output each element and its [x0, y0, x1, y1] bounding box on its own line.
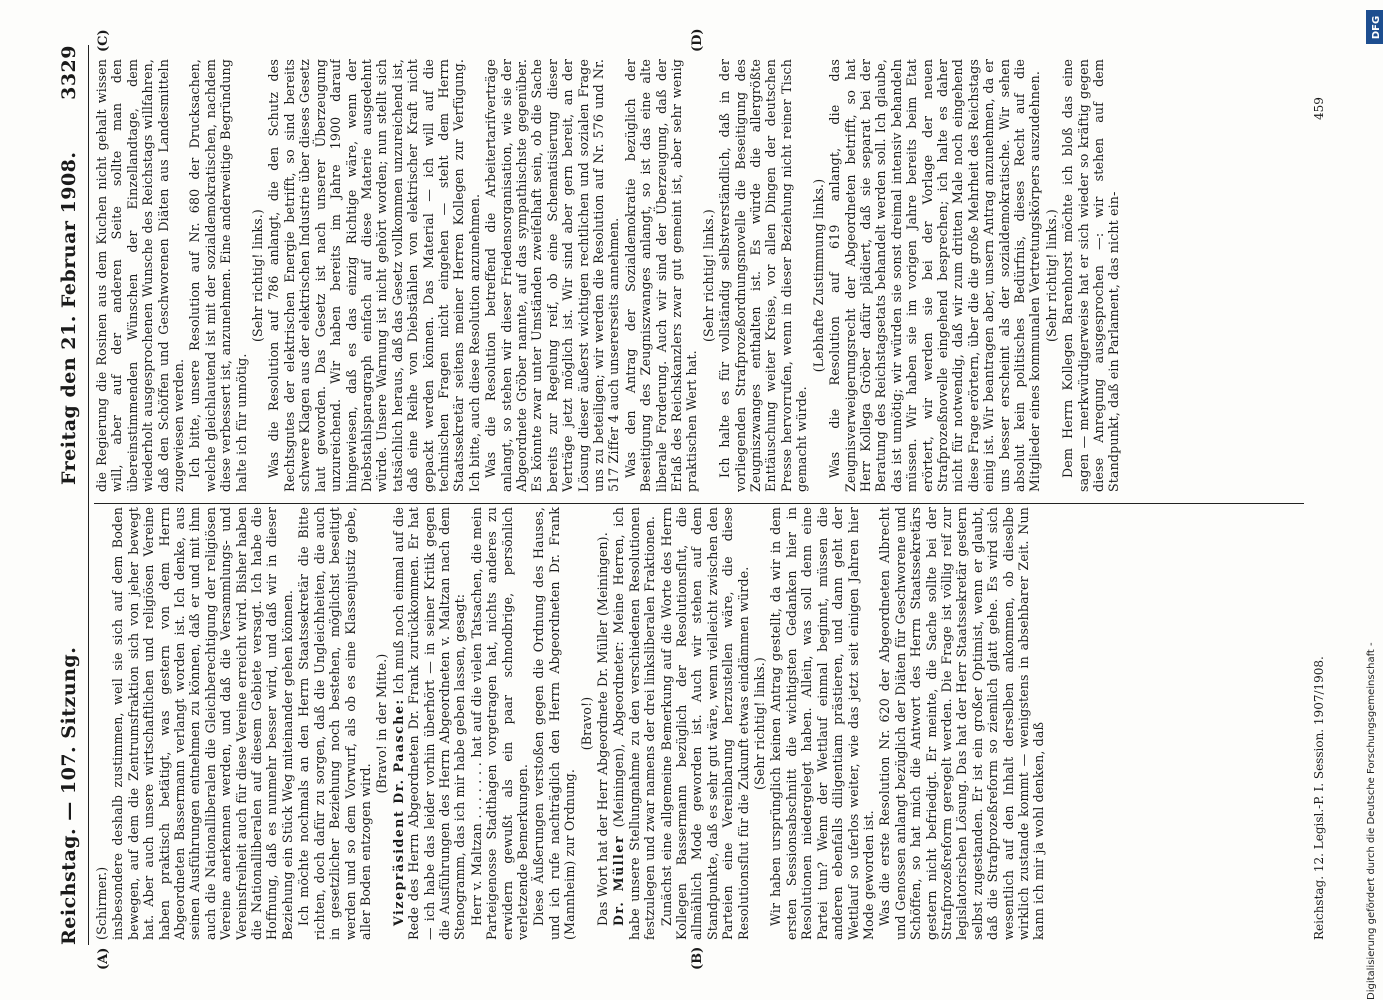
- paragraph: [611, 507, 657, 940]
- header-left: Reichstag. — 107. Sitzung.: [58, 646, 80, 945]
- paragraph: Diese Äußerungen verstoßen gegen die Ordnung des Hauses, und ich rufe nachträglich den Herrn Abgeordneten Dr. Frank (Mannheim) zur Ordnung.: [531, 507, 578, 940]
- interjection: (Sehr richtig! links.): [250, 208, 266, 343]
- paragraph: Zunächst eine allgemeine Bemerkung auf die Worte des Herrn Kollegen Bassermann bezüglich der Resolutionsflut, die allmählich Mode geworden ist. Auch wir stehen auf dem Standpunkte, daß es sehr gut wäre, wenn vielleicht zwischen den Parteien eine Vereinbarung herzustellen wäre, die diese Resolutionsflut für die Zukunft etwas eindämmen würde.: [658, 507, 751, 940]
- running-header: [58, 45, 86, 945]
- interjection: (Sehr richtig! links.): [700, 208, 716, 343]
- speaker-name: Dr. Müller: [611, 835, 627, 926]
- margin-marker-c: (C): [96, 29, 111, 52]
- speaker-name: Vizepräsident Dr. Paasche:: [390, 698, 406, 926]
- interjection: (Sehr richtig! links.): [1043, 208, 1059, 343]
- paragraph: Was den Antrag der Sozialdemokratie bezüglich der Beseitigung des Zeugniszwanges anlangt, so ist das eine alte liberale Forderung. Auch wir sind der Überzeugung, daß der Erlaß des Reichskanzlers zwar gut gemeint ist, aber sehr wenig praktischen Wert hat.: [622, 59, 700, 492]
- dfg-logo-icon: DFG: [1366, 10, 1383, 44]
- paragraph: Dem Herrn Kollegen Barenhorst möchte ich bloß das eine sagen — merkwürdigerweise hat er sich wieder so kräftig gegen diese Anregung ausgesprochen —: wir stehen auf dem Standpunkt, daß ein Parlament, das nicht ein-: [1060, 59, 1122, 492]
- paragraph: Ich halte es für vollständig selbstverständlich, daß in der vorliegenden Strafprozeßordnungsnovelle die Beseitigung des Zeugniszwanges enthalten ist. Es würde die allergrößte Enttäuschung weiter Kreise, vor allen Dingen der deutschen Presse hervorrufen, wenn in dieser Beziehung nicht reiner Tisch gemacht würde.: [717, 59, 810, 492]
- paragraph: Wir haben ursprünglich keinen Antrag gestellt, da wir in dem ersten Sessionsabschnitt die wichtigsten Gedanken hier in Resolutionen niedergelegt haben. Allein, was soll denn eine Partei tun? Wenn der Wettlauf einmal beginnt, müssen die anderen ebenfalls diligentiam prästieren, und dann geht der Wettlauf so uferlos weiter, wie das jetzt seit einigen Jahren hier Mode geworden ist.: [768, 507, 876, 940]
- paragraph: Was die Resolution auf 786 anlangt, die den Schutz des Rechtsgutes der elektrischen Energie betrifft, so sind bereits schwere Klagen aus der elektrischen Industrie über dieses Gesetz laut geworden. Das Gesetz ist nach unserer Überzeugung unzureichend. Wir haben bereits im Jahre 1900 darauf hingewiesen, daß es das einzig Richtige wäre, wenn der Diebstahlsparagraph einfach auf diese Materie ausgedehnt würde. Unsere Warnung ist nicht gehört worden; nun stellt sich tatsächlich heraus, daß das Gesetz vollkommen unzureichend ist, daß eine Reihe von Diebstählen von elektrischer Kraft nicht gepackt werden können. Das Material — ich will auf die technischen Fragen nicht eingehen — steht dem Herrn Staatssekretär seitens meiner Herren Kollegen zur Verfügung. Ich bitte, auch diese Resolution anzunehmen.: [266, 59, 482, 492]
- page-number: 3329: [58, 45, 80, 100]
- quotation: Herr v. Maltzan . . . . . . . hat auf die vielen Tatsachen, die mein Parteigenosse Stadthagen vorgetragen hat, nichts anderes zu erwidern gewußt als ein paar schnodbrige, persönlich verletzende Bemerkungen.: [468, 507, 530, 940]
- paragraph: Das Wort hat der Herr Abgeordnete Dr. Müller (Meiningen).: [595, 532, 610, 926]
- paragraph: Was die Resolution auf 619 anlangt, die das Zeugnisverweigerungsrecht der Abgeordneten betrifft, so hat Herr Kollega Gröber dafür plädiert, daß sie separat bei der Beratung des Reichstagsetats behandelt werden soll. Ich glaube, das ist unnötig; wir würden sie sonst dreimal intensiv behandeln müssen. Wir haben sie im vorigen Jahre bereits beim Etat erörtert, wir werden sie bei der Vorlage der neuen Strafprozeßnovelle eingehend besprechen; ich halte es daher nicht für notwendig, daß wir zum dritten Male noch eingehend diese Frage erörtern, über die die große Mehrheit des Reichstags einig ist. Wir beantragen aber, unsern Antrag anzunehmen, da er uns besser erscheint als der sozialdemokratische. Wir sehen absolut kein politisches Bedürfnis, dieses Recht auf die Mitglieder eines kommunalen Vertretungskörpers auszudehnen.: [827, 59, 1043, 492]
- paragraph: Ich möchte nochmals an den Herrn Staatssekretär die Bitte richten, doch dafür zu sorgen, daß die Ungleichheiten, die auch in gesetzlicher Beziehung noch bestehen, möglichst beseitigt werden und so dem Vorwurf, als ob es eine Klassenjustiz gebe, aller Boden entzogen wird.: [296, 507, 373, 940]
- interjection: (Lebhafte Zustimmung links.): [810, 178, 826, 373]
- margin-marker-d: (D): [690, 28, 705, 52]
- speech-text: (Meiningen), Abgeordneter: Meine Herren, ich habe unsere Stellungnahme zu den verschiedenen Resolutionen festzulegen und zwar namens der drei linksliberalen Fraktionen.: [611, 507, 658, 940]
- interjection: (Bravo! in der Mitte.): [374, 653, 390, 794]
- footer-session: Reichstag. 12. Legisl.-P. I. Session. 1907/1908.: [1312, 656, 1326, 940]
- interjection: (Bravo!): [578, 696, 594, 751]
- footer-sheet-number: 459: [1312, 97, 1326, 120]
- speaker-ref: (Schirmer.): [94, 866, 109, 940]
- column-divider: [94, 503, 1304, 504]
- paragraph: insbesondere deshalb zustimmen, weil sie sich auf dem Boden bewegen, auf dem die Zentrumsfraktion sich von jeher bewegt hat. Aber auch unsere wirtschaftlichen und religiösen Vereine haben praktisch betätigt, was gestern von dem Herrn Abgeordneten Bassermann verlangt worden ist. Ich denke, aus seinen Ausführungen entnehmen zu können, daß er und mit ihm auch die Nationalliberalen die Gleichberechtigung der religiösen Vereine anerkennen werden, und daß die Versammlungs- und Vereinsfreiheit auch für diese Vereine erreicht wird. Bisher haben die Nationalliberalen auf diesem Gebiete versagt. Ich habe die Hoffnung, daß es nunmehr besser wird, und daß wir in dieser Beziehung ein Stück Weg miteinander gehen können.: [110, 507, 295, 940]
- speech-text: Ich muß noch einmal auf die Rede des Herrn Abgeordneten Dr. Frank zurückkommen. Er hat — ich habe das leider vorhin überhört — in seiner Kritik gegen die Ausführungen des Herrn Abgeordneten v. Maltzan nach dem Stenogramm, das ich mir habe geben lassen, gesagt:: [390, 507, 468, 940]
- text-column-left: [94, 507, 1304, 940]
- digitization-credit: Digitalisierung gefördert durch die Deutsche Forschungsgemeinschaft -: [1366, 642, 1377, 1000]
- paragraph: Ich bitte, unsere Resolution auf Nr. 680 der Drucksachen, welche gleichlautend ist mit der sozialdemokratischen, nachdem diese verbessert ist, anzunehmen. Eine anderweitige Begründung halte ich für unnötig.: [187, 59, 249, 492]
- header-rule: [88, 45, 89, 945]
- paragraph: Was die Resolution betreffend die Arbeitertarifverträge anlangt, so stehen wir dieser Friedensorganisation, wie sie der Abgeordnete Gröber nannte, auf das sympathischste gegenüber. Es könnte zwar unter Umständen zweifelhaft sein, ob die Sache bereits zur Regelung reif, ob eine Schematisierung dieser Verträge jetzt möglich ist. Wir sind aber gern bereit, an der Lösung dieser äußerst wichtigen rechtlichen und sozialen Frage uns zu beteiligen; wir werden die Resolution auf Nr. 576 und Nr. 517 Ziffer 4 auch unsererseits annehmen.: [483, 59, 622, 492]
- paragraph: [391, 507, 468, 940]
- interjection: (Sehr richtig! links.): [752, 656, 768, 791]
- paragraph: Was die erste Resolution Nr. 620 der Abgeordneten Albrecht und Genossen anlangt bezüglich der Diäten für Geschworene und Schöffen, so hat mich die Antwort des Herrn Staatssekretärs gestern nicht befriedigt. Er meinte, die Sache sollte bei der Strafprozeßreform geregelt werden. Die Frage ist völlig reif zur legislatorischen Lösung. Das hat der Herr Staatssekretär gestern selbst zugestanden. Er ist ein großer Optimist, wenn er glaubt, daß die Strafprozeßreform so ziemlich glatt gehe. Es wird sich wesentlich auf den Inhalt derselben ankommen, ob dieselbe wirklich zustande kommt — wenigstens in absehbarer Zeit. Nun kann ich mir ja wohl denken, daß: [877, 507, 1047, 940]
- paragraph: die Regierung die Rosinen aus dem Kuchen nicht gehalt wissen will, aber auf der anderen Seite sollte man den übereinstimmenden Wünschen der Einzellandtage, dem wiederholt ausgesprochenen Wunsche des Reichstags willfahren, daß den Schöffen und Geschworenen Diäten aus Landesmitteln zugewiesen werden.: [94, 59, 187, 492]
- header-date: Freitag den 21. Februar 1908.: [58, 151, 80, 485]
- margin-marker-a: (A): [96, 947, 111, 970]
- text-column-right: [94, 59, 1304, 492]
- margin-marker-b: (B): [690, 946, 705, 970]
